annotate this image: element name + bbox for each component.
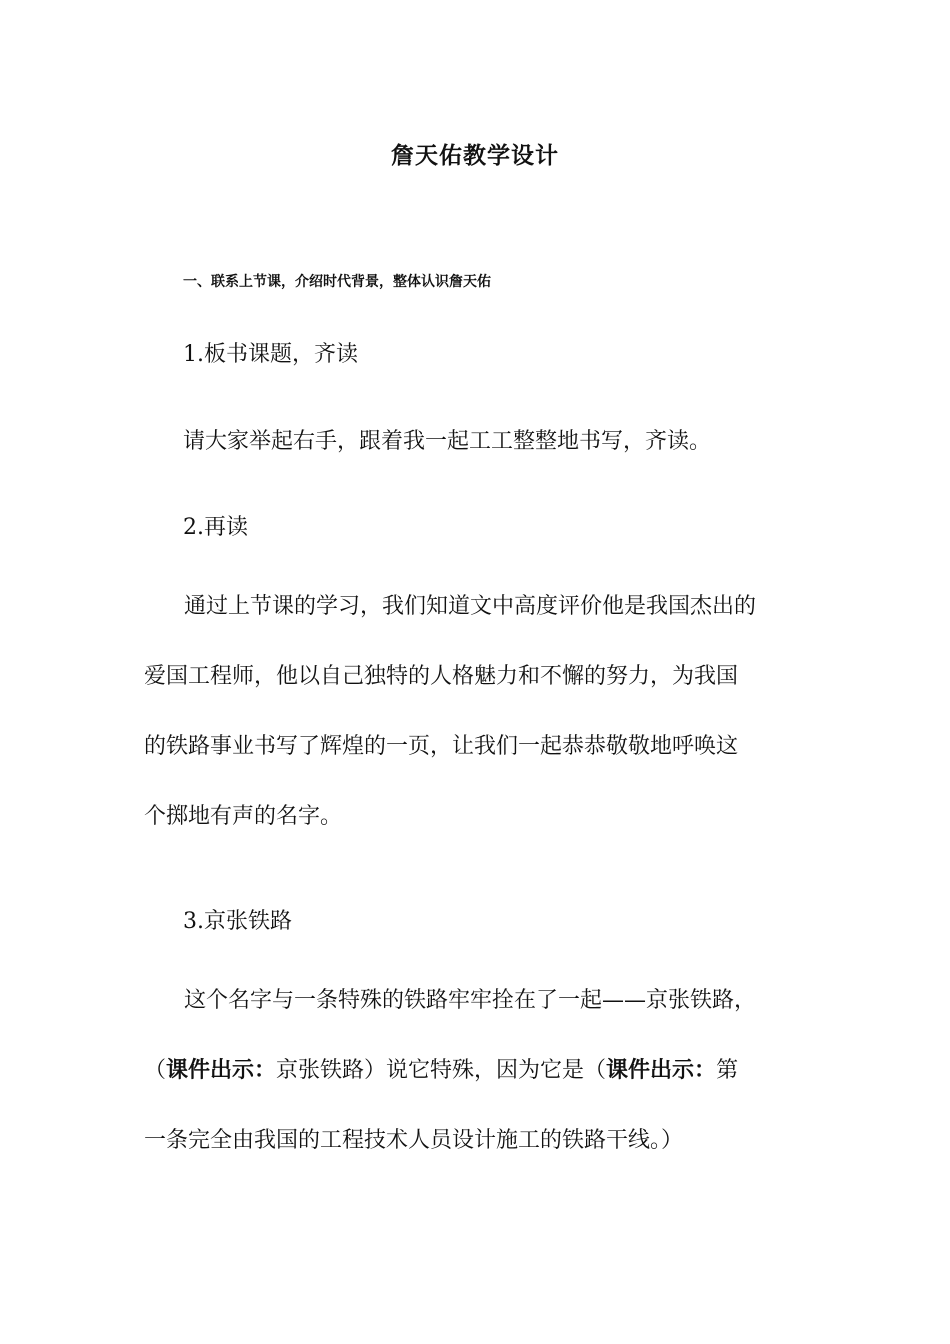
paragraph-line: 爱国工程师，他以自己独特的人格魅力和不懈的努力，为我国 (144, 664, 739, 689)
item-2-paragraph (144, 572, 808, 852)
item-1-label: 1.板书课题，齐读 (183, 342, 358, 367)
courseware-label: 课件出示： (606, 1058, 717, 1083)
paragraph-line-mixed (144, 1036, 808, 1106)
item-3-paragraph (144, 966, 808, 1176)
paragraph-line: 的铁路事业书写了辉煌的一页，让我们一起恭恭敬敬地呼唤这 (144, 734, 739, 759)
courseware-label: 课件出示： (166, 1058, 277, 1083)
text-run: 京张铁路）说它特殊，因为它是（ (276, 1058, 607, 1083)
item-2-label: 2.再读 (183, 515, 248, 540)
paren-open: （ (144, 1058, 167, 1083)
item-3-label: 3.京张铁路 (183, 909, 292, 934)
text-run: 第 (716, 1058, 739, 1083)
document-title: 詹天佑教学设计 (391, 143, 559, 169)
section-heading: 一、联系上节课，介绍时代背景，整体认识詹天佑 (183, 274, 491, 290)
paragraph-line: 通过上节课的学习，我们知道文中高度评价他是我国杰出的 (184, 594, 757, 619)
item-1-text: 请大家举起右手，跟着我一起工工整整地书写，齐读。 (183, 429, 712, 454)
paragraph-line: 一条完全由我国的工程技术人员设计施工的铁路干线。） (144, 1128, 684, 1153)
paragraph-line: 个掷地有声的名字。 (144, 804, 343, 829)
paragraph-line: 这个名字与一条特殊的铁路牢牢拴在了一起——京张铁路， (184, 988, 757, 1013)
